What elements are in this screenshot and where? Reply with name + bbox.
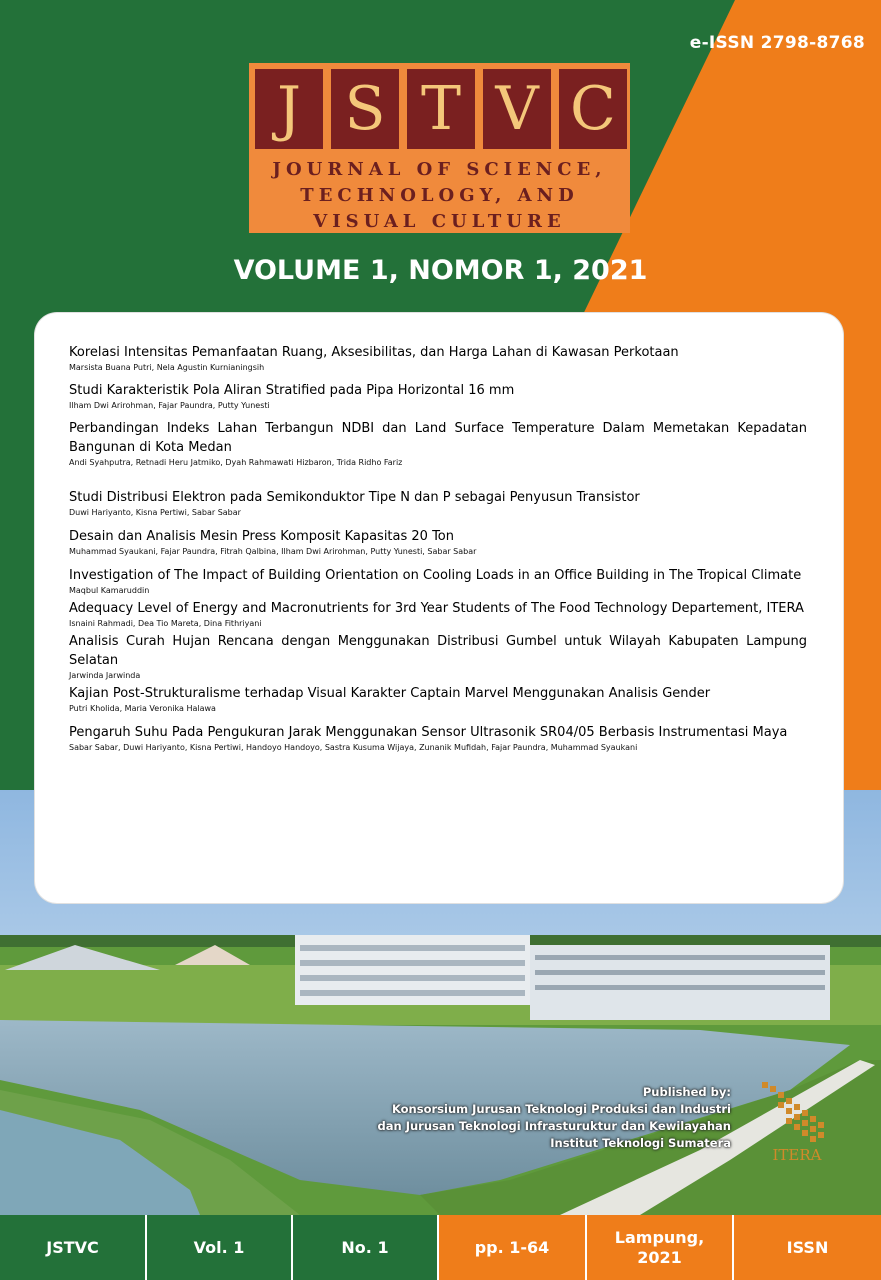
article-entry	[69, 723, 807, 753]
article-title: Desain dan Analisis Mesin Press Komposit Kapasitas 20 Ton	[69, 529, 454, 544]
article-title: Investigation of The Impact of Building Orientation on Cooling Loads in an Office Building in The Tropical Climate	[69, 568, 802, 583]
logo-letter-s: S	[331, 69, 399, 149]
logo-letter-v: V	[483, 69, 551, 149]
logo-letter-c: C	[559, 69, 627, 149]
e-issn-number: e-ISSN 2798-8768	[689, 33, 865, 53]
volume-title: VOLUME 1, NOMOR 1, 2021	[233, 255, 648, 286]
article-title: Kajian Post-Strukturalisme terhadap Visual Karakter Captain Marvel Menggunakan Analisis Gender	[69, 686, 711, 701]
logo-letter-j: J	[255, 69, 323, 149]
article-title: Studi Distribusi Elektron pada Semikonduktor Tipe N dan P sebagai Penyusun Transistor	[69, 490, 640, 505]
article-authors: Sabar Sabar, Duwi Hariyanto, Kisna Pertiwi, Handoyo Handoyo, Sastra Kusuma Wijaya, Zunanik Mufidah, Fajar Paundra, Muhammad Syaukani	[69, 743, 638, 752]
article-title: Perbandingan Indeks Lahan Terbangun NDBI dan Land Surface Temperature Dalam Memetakan Kepadatan Bangunan di Kota Medan	[69, 421, 807, 455]
article-list	[69, 343, 807, 753]
article-authors: Isnaini Rahmadi, Dea Tio Mareta, Dina Fithriyani	[69, 619, 262, 628]
article-entry	[69, 381, 807, 411]
article-entry	[69, 684, 807, 714]
footer-cell: JSTVC	[0, 1215, 147, 1280]
article-authors: Duwi Hariyanto, Kisna Pertiwi, Sabar Sabar	[69, 508, 241, 517]
publisher-info	[378, 1084, 731, 1152]
article-title: Adequacy Level of Energy and Macronutrients for 3rd Year Students of The Food Technology Departement, ITERA	[69, 601, 804, 616]
article-entry	[69, 343, 807, 373]
article-authors: Maqbul Kamaruddin	[69, 586, 150, 595]
itera-logo	[752, 1072, 842, 1168]
publisher-line-4: Institut Teknologi Sumatera	[550, 1136, 731, 1150]
article-entry	[69, 419, 807, 468]
footer-cell: Lampung, 2021	[587, 1215, 734, 1280]
article-entry	[69, 632, 807, 681]
article-authors: Putri Kholida, Maria Veronika Halawa	[69, 704, 216, 713]
article-title: Korelasi Intensitas Pemanfaatan Ruang, Aksesibilitas, dan Harga Lahan di Kawasan Perkotaan	[69, 345, 679, 360]
article-authors: Ilham Dwi Arirohman, Fajar Paundra, Putty Yunesti	[69, 401, 270, 410]
logo-line-1: JOURNAL OF SCIENCE,	[272, 159, 607, 180]
footer-cell: ISSN	[734, 1215, 881, 1280]
article-entry	[69, 599, 807, 629]
logo-line-2: TECHNOLOGY, AND	[300, 185, 579, 206]
article-authors: Marsista Buana Putri, Nela Agustin Kurnianingsih	[69, 363, 265, 372]
journal-logo	[249, 63, 630, 233]
article-entry	[69, 527, 807, 557]
publisher-label: Published by:	[642, 1085, 731, 1099]
article-entry	[69, 566, 807, 596]
logo-line-3: VISUAL CULTURE	[313, 211, 566, 232]
publisher-line-3: dan Jurusan Teknologi Infrasturuktur dan Kewilayahan	[377, 1119, 731, 1133]
footer-cell: No. 1	[293, 1215, 439, 1280]
publisher-line-2: Konsorsium Jurusan Teknologi Produksi dan Industri	[391, 1102, 731, 1116]
article-title: Analisis Curah Hujan Rencana dengan Menggunakan Distribusi Gumbel untuk Wilayah Kabupaten Lampung Selatan	[69, 634, 807, 668]
logo-letters	[255, 69, 627, 149]
footer-cell: Vol. 1	[147, 1215, 293, 1280]
logo-letter-t: T	[407, 69, 475, 149]
article-entry	[69, 488, 807, 518]
article-authors: Andi Syahputra, Retnadi Heru Jatmiko, Dyah Rahmawati Hizbaron, Trida Ridho Fariz	[69, 458, 403, 467]
table-of-contents	[35, 313, 843, 903]
article-title: Studi Karakteristik Pola Aliran Stratified pada Pipa Horizontal 16 mm	[69, 383, 515, 398]
article-authors: Muhammad Syaukani, Fajar Paundra, Fitrah Qalbina, Ilham Dwi Arirohman, Putty Yunesti, Sabar Sabar	[69, 547, 477, 556]
footer-cell: pp. 1-64	[439, 1215, 587, 1280]
article-authors: Jarwinda Jarwinda	[69, 671, 141, 680]
footer-bar	[0, 1215, 881, 1280]
itera-logo-text: ITERA	[772, 1146, 822, 1164]
article-title: Pengaruh Suhu Pada Pengukuran Jarak Menggunakan Sensor Ultrasonik SR04/05 Berbasis Instrumentasi Maya	[69, 725, 788, 740]
